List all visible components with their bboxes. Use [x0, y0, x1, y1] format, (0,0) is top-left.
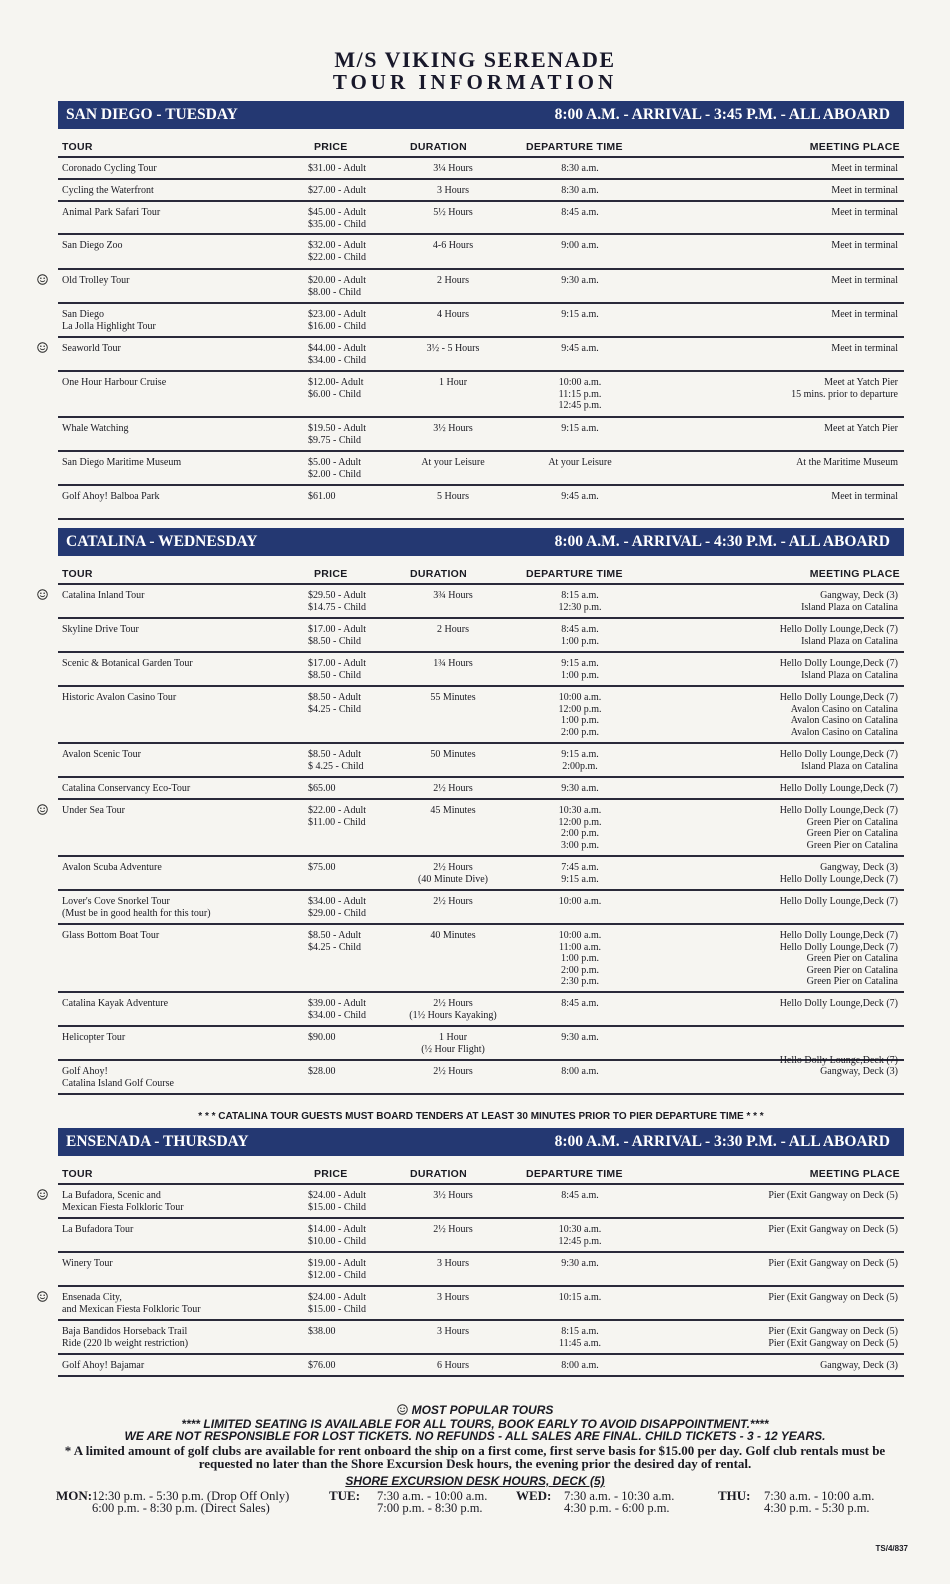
tour-price: $61.00 — [308, 491, 336, 502]
tour-meeting: Meet in terminal — [831, 343, 898, 354]
tour-meeting: Hello Dolly Lounge,Deck (7) — [779, 1055, 898, 1066]
tour-price: $24.00 - Adult $15.00 - Child — [308, 1190, 367, 1213]
tour-price: $19.50 - Adult $9.75 - Child — [308, 423, 367, 446]
limited-line-1: **** LIMITED SEATING IS AVAILABLE FOR ALL TOURS, BOOK EARLY TO AVOID DISAPPOINTMENT.**** — [181, 1417, 769, 1431]
tour-price: $45.00 - Adult $35.00 - Child — [308, 207, 367, 230]
port-times: 8:00 A.M. - ARRIVAL - 3:45 P.M. - ALL ABOARD — [554, 106, 890, 123]
tour-duration: 2½ Hours — [433, 1066, 473, 1077]
tour-price: $8.50 - Adult $4.25 - Child — [308, 692, 362, 715]
tour-name: Catalina Inland Tour — [62, 590, 145, 601]
tour-departure: 9:15 a.m. 2:00p.m. — [561, 749, 599, 772]
tour-row — [58, 687, 904, 744]
tour-name: Catalina Conservancy Eco-Tour — [62, 783, 191, 794]
column-meeting: MEETING PLACE — [809, 568, 900, 580]
tour-price: $24.00 - Adult $15.00 - Child — [308, 1292, 367, 1315]
tour-departure: 9:30 a.m. — [561, 1032, 599, 1043]
tour-name: La Bufadora Tour — [62, 1224, 134, 1235]
port-banner — [58, 528, 904, 556]
tour-row — [58, 1287, 904, 1321]
tour-departure: 8:45 a.m. — [561, 1190, 599, 1201]
tour-row — [58, 180, 904, 202]
tour-name: Helicopter Tour — [62, 1032, 126, 1043]
column-price: PRICE — [314, 141, 348, 153]
tour-duration: 3½ - 5 Hours — [426, 343, 480, 354]
tour-meeting: Gangway, Deck (3) — [820, 1066, 898, 1077]
tour-meeting: Meet in terminal — [831, 163, 898, 174]
tour-price: $39.00 - Adult $34.00 - Child — [308, 998, 367, 1021]
tour-meeting: Hello Dolly Lounge,Deck (7) — [779, 783, 898, 794]
tour-price: $90.00 — [308, 1032, 336, 1043]
tour-name: Winery Tour — [62, 1258, 113, 1269]
tour-departure: 9:30 a.m. — [561, 783, 599, 794]
tour-departure: 10:30 a.m. 12:00 p.m. 2:00 p.m. 3:00 p.m. — [558, 805, 602, 851]
tour-name: One Hour Harbour Cruise — [62, 377, 167, 388]
column-departure: DEPARTURE TIME — [526, 141, 623, 153]
tour-departure: 7:45 a.m. 9:15 a.m. — [561, 862, 599, 885]
tour-price: $8.50 - Adult $ 4.25 - Child — [308, 749, 364, 772]
tour-meeting: Meet at Yatch Pier 15 mins. prior to departure — [791, 377, 898, 400]
tour-name: Coronado Cycling Tour — [62, 163, 157, 174]
tour-name: Golf Ahoy! Balboa Park — [62, 491, 160, 502]
tour-price: $29.50 - Adult $14.75 - Child — [308, 590, 367, 613]
tour-duration: 45 Minutes — [430, 805, 476, 816]
tour-name: Seaworld Tour — [62, 343, 121, 354]
tour-name: Whale Watching — [62, 423, 129, 434]
tour-meeting: Hello Dolly Lounge,Deck (7) — [779, 896, 898, 907]
tour-name: Avalon Scuba Adventure — [62, 862, 162, 873]
tour-departure: 8:45 a.m. — [561, 207, 599, 218]
page-title: M/S VIKING SERENADE — [334, 47, 616, 72]
tour-meeting: Meet in terminal — [831, 275, 898, 286]
tour-row — [58, 857, 904, 891]
tour-row — [58, 800, 904, 857]
tour-meeting: Meet in terminal — [831, 240, 898, 251]
smiley-icon — [37, 804, 48, 815]
column-price: PRICE — [314, 568, 348, 580]
hours-wed — [516, 1488, 675, 1515]
tour-duration: 40 Minutes — [430, 930, 476, 941]
tour-row — [58, 1185, 904, 1219]
tour-price: $22.00 - Adult $11.00 - Child — [308, 805, 367, 828]
golf-rental-note: * A limited amount of golf clubs are available for rent onboard the ship on a first come, first serve basis for $15.00 per day. Golf club rentals must be requested no later than the Shore Excursion Desk hours, the evening prior the desired day of rental. — [64, 1443, 886, 1471]
hours-tue-2: 7:00 p.m. - 8:30 p.m. — [377, 1501, 483, 1515]
tour-duration: 50 Minutes — [430, 749, 476, 760]
tour-departure: 8:00 a.m. — [561, 1066, 599, 1077]
column-duration: DURATION — [410, 568, 468, 580]
tour-name: San Diego Zoo — [62, 240, 123, 251]
tour-name: Baja Bandidos Horseback Trail Ride (220 lb weight restriction) — [62, 1326, 189, 1349]
tour-price: $17.00 - Adult $8.50 - Child — [308, 624, 367, 647]
tour-row — [58, 744, 904, 778]
tour-name: Glass Bottom Boat Tour — [62, 930, 160, 941]
tour-row — [58, 653, 904, 687]
tour-meeting: Hello Dolly Lounge,Deck (7) Island Plaza on Catalina — [779, 749, 898, 772]
tour-row — [58, 158, 904, 180]
tour-name: Golf Ahoy! Catalina Island Golf Course — [62, 1066, 174, 1089]
tour-row — [58, 993, 904, 1027]
limited-line-2: WE ARE NOT RESPONSIBLE FOR LOST TICKETS. NO REFUNDS - ALL SALES ARE FINAL. CHILD TICKETS - 3 - 12 YEARS. — [124, 1429, 826, 1443]
tour-price: $75.00 — [308, 862, 336, 873]
tour-meeting: Hello Dolly Lounge,Deck (7) Green Pier on Catalina Green Pier on Catalina Green Pier on Catalina — [779, 805, 898, 851]
tour-price: $17.00 - Adult $8.50 - Child — [308, 658, 367, 681]
tour-meeting: Meet at Yatch Pier — [824, 423, 898, 434]
hours-wed-label: WED: — [516, 1488, 552, 1503]
tour-duration: 3½ Hours — [433, 1190, 473, 1201]
column-header — [58, 564, 904, 584]
tour-duration: 5½ Hours — [433, 207, 473, 218]
column-duration: DURATION — [410, 1168, 468, 1180]
tour-name: Lover's Cove Snorkel Tour (Must be in good health for this tour) — [62, 896, 211, 919]
desk-hours-title: SHORE EXCURSION DESK HOURS, DECK (5) — [345, 1474, 605, 1488]
hours-tue-1: 7:30 a.m. - 10:00 a.m. — [377, 1489, 488, 1503]
tour-name: Scenic & Botanical Garden Tour — [62, 658, 193, 669]
hours-thu-label: THU: — [718, 1488, 751, 1503]
tour-price: $38.00 — [308, 1326, 336, 1337]
tour-price: $12.00- Adult $6.00 - Child — [308, 377, 364, 400]
tour-row — [58, 1027, 904, 1066]
tour-duration: 3¾ Hours — [433, 590, 473, 601]
tour-departure: 9:45 a.m. — [561, 491, 599, 502]
tour-duration: 2½ Hours (1½ Hours Kayaking) — [409, 998, 497, 1021]
hours-tue — [329, 1488, 488, 1515]
tour-meeting: Hello Dolly Lounge,Deck (7) — [779, 998, 898, 1009]
tour-row — [58, 304, 904, 338]
hours-mon-label: MON: — [56, 1488, 93, 1503]
tour-meeting: Hello Dolly Lounge,Deck (7) Island Plaza on Catalina — [779, 658, 898, 681]
tour-duration: 2 Hours — [437, 624, 469, 635]
tour-row — [58, 1321, 904, 1355]
tour-price: $8.50 - Adult $4.25 - Child — [308, 930, 362, 953]
tour-row — [58, 585, 904, 619]
tour-meeting: Pier (Exit Gangway on Deck (5) Pier (Exit Gangway on Deck (5) — [768, 1326, 898, 1349]
tour-meeting: At the Maritime Museum — [796, 457, 898, 468]
column-header — [58, 137, 904, 157]
tour-duration: 4 Hours — [437, 309, 469, 320]
tour-price: $23.00 - Adult $16.00 - Child — [308, 309, 367, 332]
tour-departure: 10:00 a.m. — [558, 896, 602, 907]
tour-duration: 55 Minutes — [430, 692, 476, 703]
tour-name: Under Sea Tour — [62, 805, 125, 816]
tour-row — [58, 619, 904, 653]
tour-duration: 2 Hours — [437, 275, 469, 286]
tour-duration: 5 Hours — [437, 491, 469, 502]
tour-duration: 3 Hours — [437, 1258, 469, 1269]
catalina-note: * * * CATALINA TOUR GUESTS MUST BOARD TENDERS AT LEAST 30 MINUTES PRIOR TO PIER DEPARTURE TIME * * * — [198, 1111, 764, 1122]
tour-departure: 10:00 a.m. 11:15 p.m. 12:45 p.m. — [558, 377, 602, 411]
hours-wed-2: 4:30 p.m. - 6:00 p.m. — [564, 1501, 670, 1515]
tour-row — [58, 1355, 904, 1377]
tour-duration: 1 Hour (½ Hour Flight) — [421, 1032, 485, 1055]
port-name: CATALINA - WEDNESDAY — [66, 533, 258, 550]
column-departure: DEPARTURE TIME — [526, 568, 623, 580]
hours-wed-1: 7:30 a.m. - 10:30 a.m. — [564, 1489, 675, 1503]
form-code: TS/4/837 — [875, 1544, 908, 1553]
tour-meeting: Hello Dolly Lounge,Deck (7) Avalon Casino on Catalina Avalon Casino on Catalina Avalon Casino on Catalina — [779, 692, 898, 738]
tour-name: Golf Ahoy! Bajamar — [62, 1360, 145, 1371]
tour-row — [58, 1219, 904, 1253]
tour-departure: 8:30 a.m. — [561, 185, 599, 196]
tour-duration: 1 Hour — [438, 377, 468, 388]
limited-seating-note — [0, 1418, 950, 1442]
port-times: 8:00 A.M. - ARRIVAL - 4:30 P.M. - ALL ABOARD — [554, 533, 890, 550]
most-popular-legend — [0, 1403, 950, 1417]
hours-tue-label: TUE: — [329, 1488, 361, 1503]
tour-price: $5.00 - Adult $2.00 - Child — [308, 457, 362, 480]
tour-price: $32.00 - Adult $22.00 - Child — [308, 240, 367, 263]
tour-name: Old Trolley Tour — [62, 275, 130, 286]
column-duration: DURATION — [410, 141, 468, 153]
tour-departure: 8:45 a.m. 1:00 p.m. — [560, 624, 600, 647]
tour-duration: 3 Hours — [437, 185, 469, 196]
tour-price: $34.00 - Adult $29.00 - Child — [308, 896, 367, 919]
tour-meeting: Meet in terminal — [831, 185, 898, 196]
tour-departure: 10:00 a.m. 11:00 a.m. 1:00 p.m. 2:00 p.m. 2:30 p.m. — [558, 930, 602, 987]
page-subtitle: TOUR INFORMATION — [332, 70, 618, 94]
tour-price: $76.00 — [308, 1360, 336, 1371]
tour-price: $20.00 - Adult $8.00 - Child — [308, 275, 367, 298]
tour-row — [58, 486, 904, 520]
tour-price: $44.00 - Adult $34.00 - Child — [308, 343, 367, 366]
tour-duration: 4-6 Hours — [432, 240, 474, 251]
tour-meeting: Pier (Exit Gangway on Deck (5) — [768, 1292, 898, 1303]
tour-departure: 9:45 a.m. — [561, 343, 599, 354]
column-header — [58, 1164, 904, 1184]
tour-row — [58, 202, 904, 235]
most-popular-label: MOST POPULAR TOURS — [411, 1403, 554, 1417]
smiley-icon — [37, 1291, 48, 1302]
tour-departure: 9:15 a.m. — [561, 309, 599, 320]
smiley-icon — [37, 342, 48, 353]
tour-meeting: Meet in terminal — [831, 309, 898, 320]
tour-duration: 2½ Hours — [433, 783, 473, 794]
hours-thu-2: 4:30 p.m. - 5:30 p.m. — [764, 1501, 870, 1515]
tour-meeting: Gangway, Deck (3) Island Plaza on Catalina — [801, 590, 898, 613]
tour-price: $19.00 - Adult $12.00 - Child — [308, 1258, 367, 1281]
tour-departure: 9:15 a.m. 1:00 p.m. — [560, 658, 600, 681]
tour-meeting: Pier (Exit Gangway on Deck (5) — [768, 1258, 898, 1269]
tour-meeting: Hello Dolly Lounge,Deck (7) Island Plaza on Catalina — [779, 624, 898, 647]
hours-mon — [56, 1488, 290, 1515]
tour-departure: 8:15 a.m. 11:45 a.m. — [558, 1326, 602, 1349]
tour-name: Historic Avalon Casino Tour — [62, 692, 177, 703]
tour-row — [58, 1061, 904, 1095]
tour-meeting: Pier (Exit Gangway on Deck (5) — [768, 1190, 898, 1201]
tour-meeting: Gangway, Deck (3) — [820, 1360, 898, 1371]
tour-name: Catalina Kayak Adventure — [62, 998, 169, 1009]
tour-price: $65.00 — [308, 783, 336, 794]
tour-name: Ensenada City, and Mexican Fiesta Folkloric Tour — [62, 1292, 201, 1315]
tour-price: $31.00 - Adult — [308, 163, 367, 174]
tour-name: Cycling the Waterfront — [62, 185, 154, 196]
tour-departure: 8:00 a.m. — [561, 1360, 599, 1371]
tour-duration: 2½ Hours — [433, 896, 473, 907]
tour-name: La Bufadora, Scenic and Mexican Fiesta Folkloric Tour — [62, 1190, 184, 1213]
tour-departure: 9:00 a.m. — [561, 240, 599, 251]
column-departure: DEPARTURE TIME — [526, 1168, 623, 1180]
tour-departure: 9:15 a.m. — [561, 423, 599, 434]
column-tour: TOUR — [62, 1168, 93, 1180]
tour-departure: 10:30 a.m. 12:45 p.m. — [558, 1224, 602, 1247]
tour-name: Animal Park Safari Tour — [62, 207, 161, 218]
tour-name: San Diego La Jolla Highlight Tour — [62, 309, 156, 332]
tour-departure: 8:15 a.m. 12:30 p.m. — [558, 590, 602, 613]
hours-thu — [718, 1488, 875, 1515]
column-meeting: MEETING PLACE — [809, 1168, 900, 1180]
tour-duration: 6 Hours — [437, 1360, 469, 1371]
port-times: 8:00 A.M. - ARRIVAL - 3:30 P.M. - ALL ABOARD — [554, 1133, 890, 1150]
tour-row — [58, 372, 904, 418]
tour-meeting: Pier (Exit Gangway on Deck (5) — [768, 1224, 898, 1235]
tour-row — [58, 925, 904, 993]
smiley-icon — [37, 589, 48, 600]
port-name: ENSENADA - THURSDAY — [66, 1133, 249, 1150]
tour-departure: 9:30 a.m. — [561, 1258, 599, 1269]
tour-row — [58, 270, 904, 304]
tour-price: $14.00 - Adult $10.00 - Child — [308, 1224, 367, 1247]
tour-row — [58, 1253, 904, 1287]
tour-departure: 8:45 a.m. — [561, 998, 599, 1009]
tour-name: Avalon Scenic Tour — [62, 749, 141, 760]
tour-meeting: Meet in terminal — [831, 207, 898, 218]
tour-row — [58, 891, 904, 925]
tour-duration: 3 Hours — [437, 1292, 469, 1303]
tour-meeting: Hello Dolly Lounge,Deck (7) Hello Dolly Lounge,Deck (7) Green Pier on Catalina Green Pier on Catalina Green Pier on Catalina — [779, 930, 898, 987]
tour-row — [58, 418, 904, 452]
smiley-icon — [397, 1404, 408, 1415]
tour-price: $28.00 — [308, 1066, 336, 1077]
tour-row — [58, 235, 904, 270]
tour-departure: 10:00 a.m. 12:00 p.m. 1:00 p.m. 2:00 p.m. — [558, 692, 602, 738]
tour-departure: 10:15 a.m. — [558, 1292, 602, 1303]
tour-meeting: Meet in terminal — [831, 491, 898, 502]
tour-row — [58, 778, 904, 800]
tour-price: $27.00 - Adult — [308, 185, 367, 196]
column-tour: TOUR — [62, 568, 93, 580]
tour-duration: At your Leisure — [421, 457, 485, 468]
tour-duration: 3½ Hours — [433, 423, 473, 434]
hours-thu-1: 7:30 a.m. - 10:00 a.m. — [764, 1489, 875, 1503]
tour-duration: 3 Hours — [437, 1326, 469, 1337]
tour-row — [58, 452, 904, 486]
port-banner — [58, 1128, 904, 1156]
port-name: SAN DIEGO - TUESDAY — [66, 106, 238, 123]
tour-row — [58, 338, 904, 372]
tour-departure: 8:30 a.m. — [561, 163, 599, 174]
tour-departure: 9:30 a.m. — [561, 275, 599, 286]
tour-duration: 3¼ Hours — [433, 163, 473, 174]
port-banner — [58, 101, 904, 129]
tour-duration: 2½ Hours (40 Minute Dive) — [418, 862, 488, 885]
tour-departure: At your Leisure — [548, 457, 612, 468]
tour-meeting: Gangway, Deck (3) Hello Dolly Lounge,Deck (7) — [779, 862, 898, 885]
hours-mon-1: 12:30 p.m. - 5:30 p.m. (Drop Off Only) — [92, 1489, 290, 1503]
column-price: PRICE — [314, 1168, 348, 1180]
tour-name: San Diego Maritime Museum — [62, 457, 182, 468]
smiley-icon — [37, 1189, 48, 1200]
column-tour: TOUR — [62, 141, 93, 153]
tour-name: Skyline Drive Tour — [62, 624, 139, 635]
smiley-icon — [37, 274, 48, 285]
tour-duration: 1¾ Hours — [433, 658, 473, 669]
column-meeting: MEETING PLACE — [809, 141, 900, 153]
tour-duration: 2½ Hours — [433, 1224, 473, 1235]
hours-mon-2: 6:00 p.m. - 8:30 p.m. (Direct Sales) — [92, 1501, 270, 1515]
